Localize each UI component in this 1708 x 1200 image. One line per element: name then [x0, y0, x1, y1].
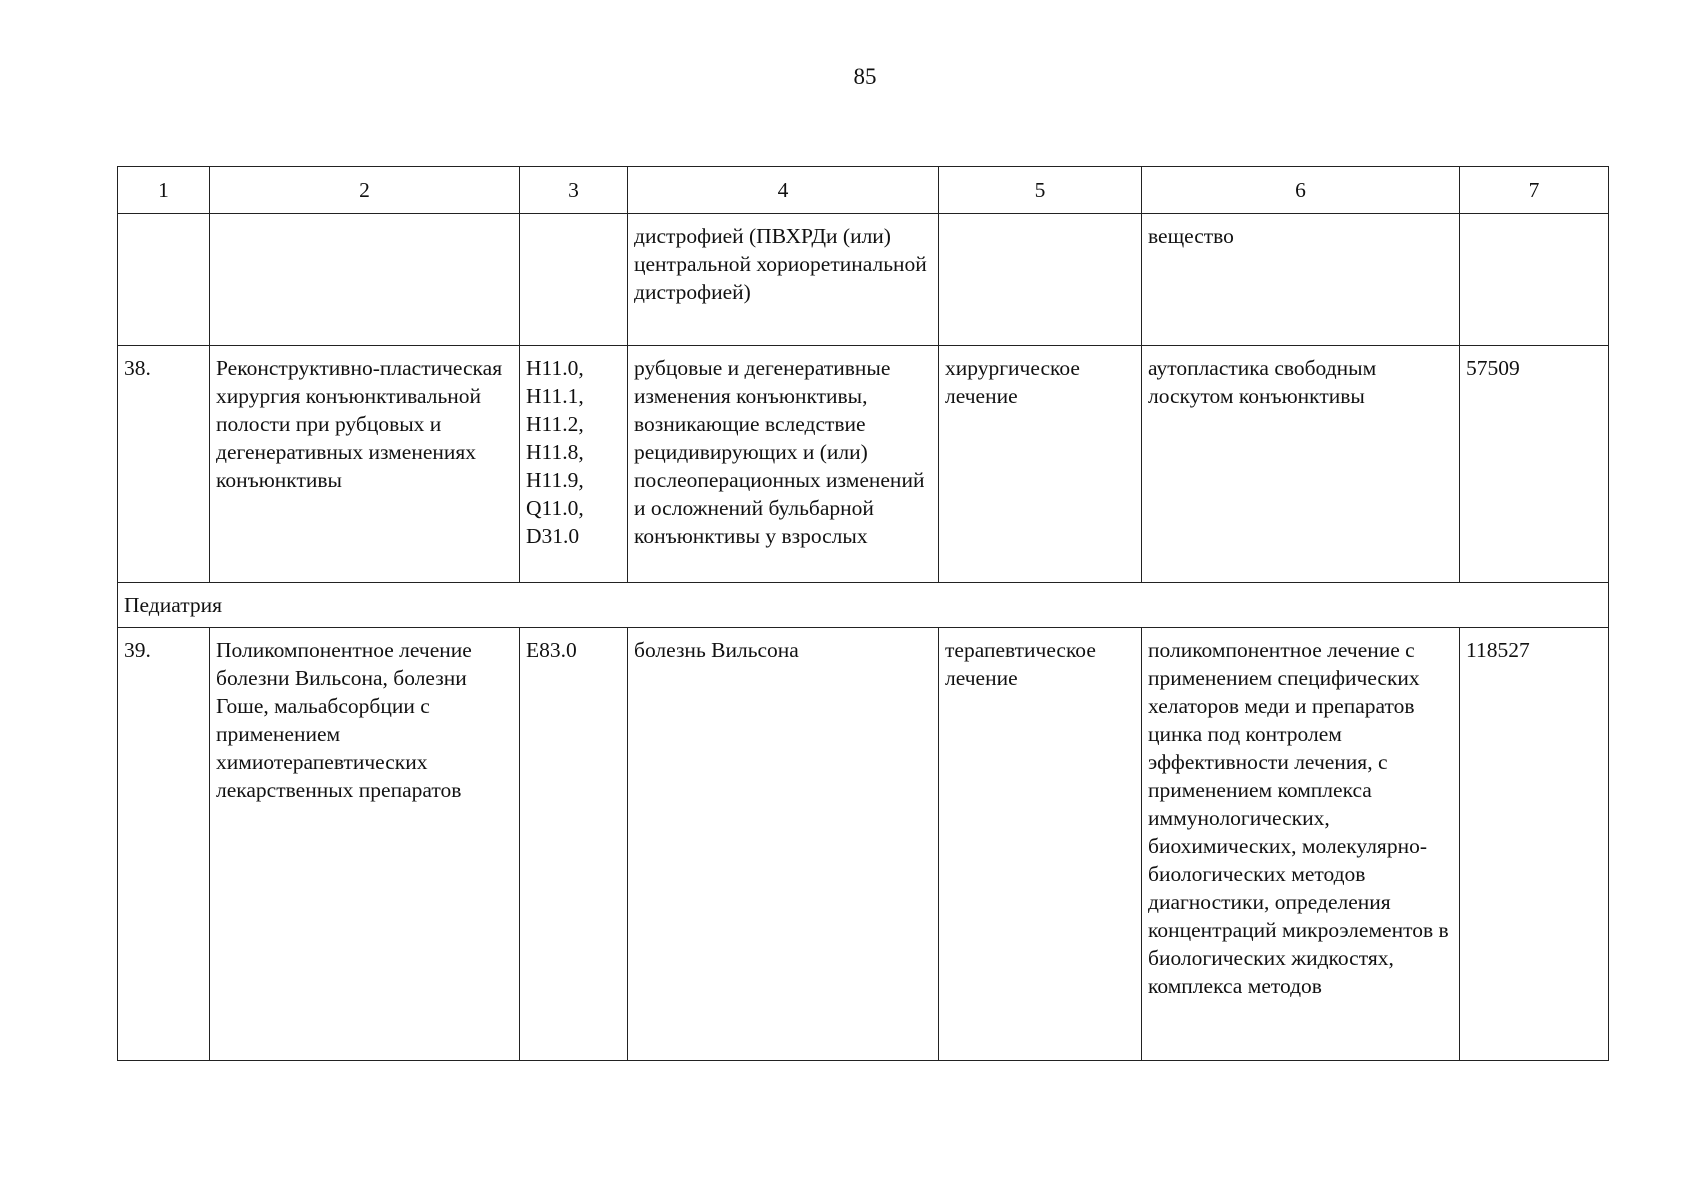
cell-model: рубцовые и дегенеративные изменения конъюнктивы, возникающие вследствие рецидивирующих и (или) послеоперационных изменений и осложнений бульбарной конъюнктивы у взрослых [628, 346, 939, 583]
header-col-2: 2 [210, 167, 520, 214]
header-row [118, 167, 1609, 214]
cell-num [118, 214, 210, 346]
cell-model: дистрофией (ПВХРДи (или) центральной хориоретинальной дистрофией) [628, 214, 939, 346]
cell-num: 38. [118, 346, 210, 583]
table-row-38 [118, 346, 1609, 583]
cell-num: 39. [118, 628, 210, 1061]
cell-method: поликомпонентное лечение с применением специфических хелаторов меди и препаратов цинка под контролем эффективности лечения, с применением комплекса иммунологических, биохимических, молекулярно-биологических методов диагностики, определения концентраций микроэлементов в биологических жидкостях, комплекса методов [1142, 628, 1460, 1061]
cell-codes [520, 214, 628, 346]
codes-list: H11.0, H11.1, H11.2, H11.8, H11.9, Q11.0, D31.0 [526, 356, 584, 548]
header-col-6: 6 [1142, 167, 1460, 214]
cell-method: вещество [1142, 214, 1460, 346]
header-col-5: 5 [939, 167, 1142, 214]
cell-treatment: хирургическое лечение [939, 346, 1142, 583]
header-col-1: 1 [118, 167, 210, 214]
cell-model: болезнь Вильсона [628, 628, 939, 1061]
cell-price [1460, 214, 1609, 346]
section-title: Педиатрия [118, 583, 1609, 628]
cell-treatment [939, 214, 1142, 346]
header-col-4: 4 [628, 167, 939, 214]
cell-codes: E83.0 [520, 628, 628, 1061]
table-row-continuation [118, 214, 1609, 346]
table-row-39 [118, 628, 1609, 1061]
cell-price: 118527 [1460, 628, 1609, 1061]
cell-name: Реконструктивно-пластическая хирургия конъюнктивальной полости при рубцовых и дегенеративных изменениях конъюнктивы [210, 346, 520, 583]
cell-method: аутопластика свободным лоскутом конъюнктивы [1142, 346, 1460, 583]
header-col-3: 3 [520, 167, 628, 214]
cell-codes [520, 346, 628, 583]
medical-care-table [117, 166, 1609, 1061]
header-col-7: 7 [1460, 167, 1609, 214]
cell-name: Поликомпонентное лечение болезни Вильсона, болезни Гоше, мальабсорбции с применением химиотерапевтических лекарственных препаратов [210, 628, 520, 1061]
cell-treatment: терапевтическое лечение [939, 628, 1142, 1061]
cell-price: 57509 [1460, 346, 1609, 583]
page-number: 85 [853, 64, 877, 89]
cell-name [210, 214, 520, 346]
section-row [118, 583, 1609, 628]
